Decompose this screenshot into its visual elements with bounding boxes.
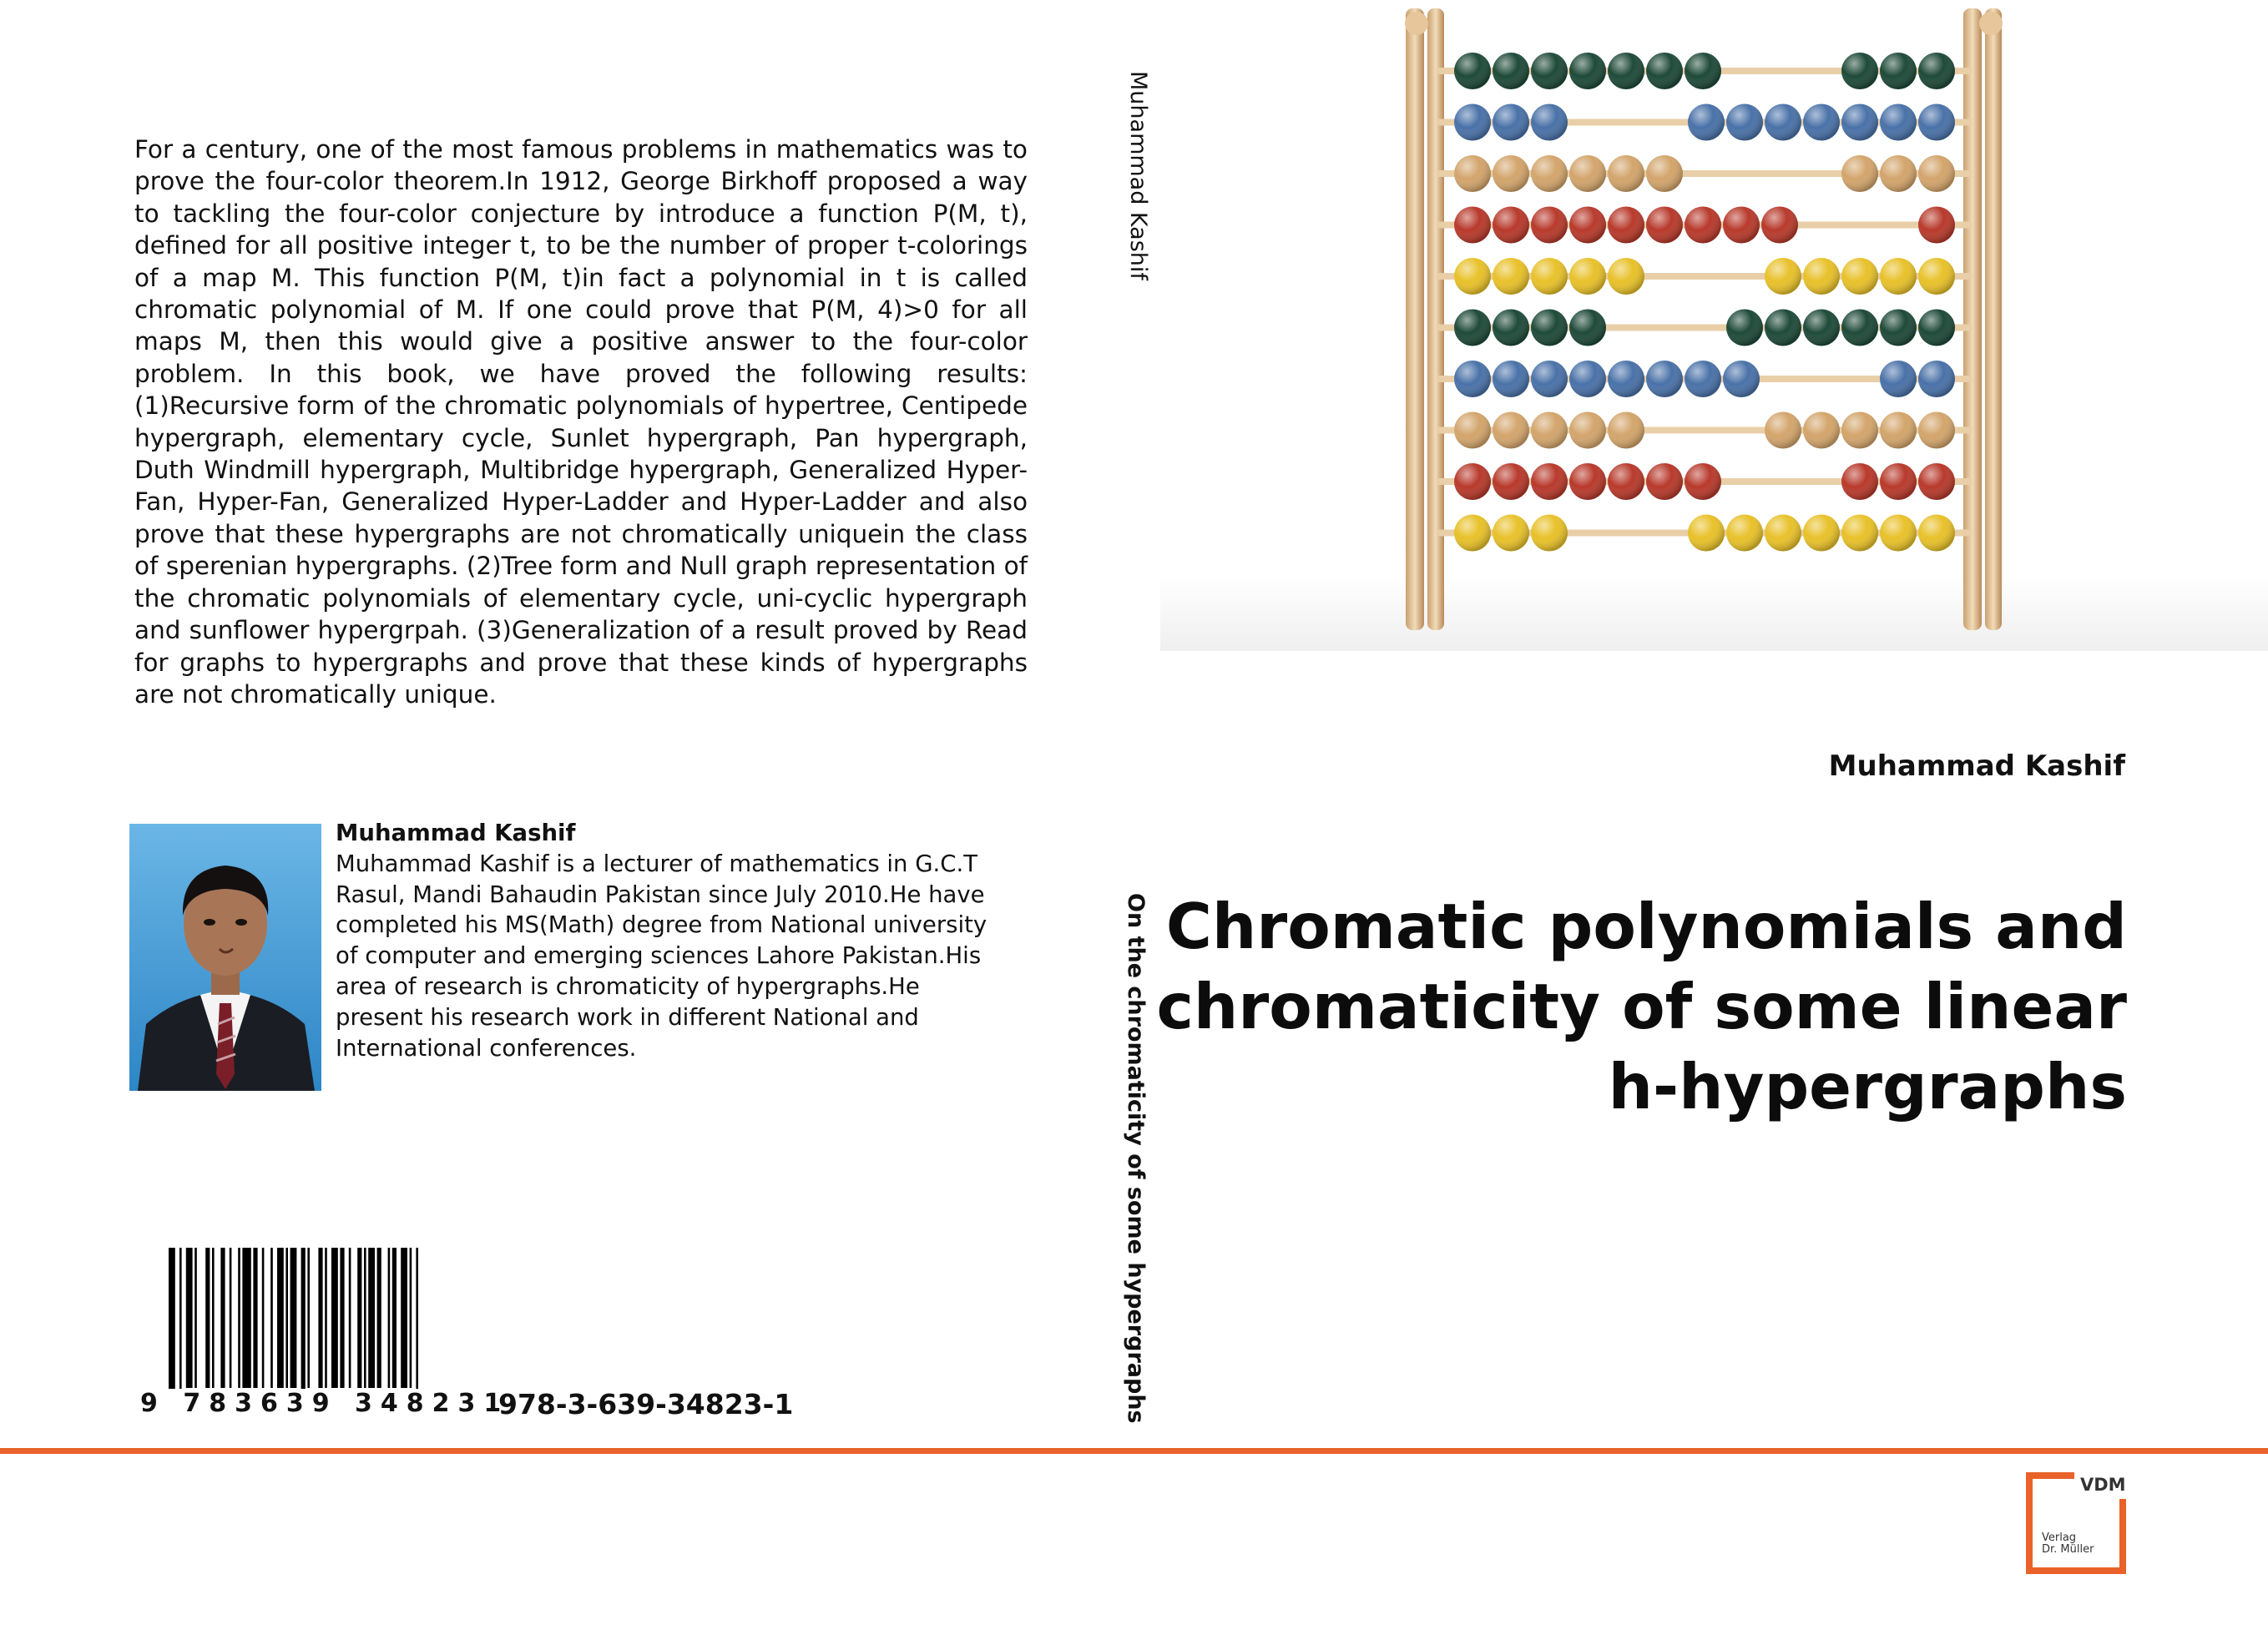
front-author: Muhammad Kashif	[1828, 749, 2125, 783]
abacus-bead-shine	[1569, 53, 1606, 89]
accent-rule	[0, 1448, 2268, 1454]
barcode-bar	[392, 1248, 397, 1388]
abacus-bead-shine	[1569, 207, 1606, 244]
barcode-bar	[194, 1248, 197, 1388]
abacus-bead-shine	[1803, 310, 1840, 346]
abacus-bead-shine	[1918, 515, 1955, 552]
abacus-bead-shine	[1880, 155, 1917, 192]
abacus-bead-shine	[1688, 104, 1725, 141]
abacus-bead-shine	[1569, 258, 1606, 295]
barcode-bar	[262, 1248, 265, 1388]
abacus-bead-shine	[1493, 207, 1529, 244]
author-bio-name: Muhammad Kashif	[336, 820, 576, 846]
barcode-bar	[242, 1248, 250, 1388]
abacus-bead-shine	[1841, 53, 1878, 89]
front-title-line-3: h-hypergraphs	[1608, 1050, 2127, 1123]
abacus-bead-shine	[1646, 53, 1683, 89]
abacus-bead-shine	[1765, 104, 1801, 141]
abacus-bead-shine	[1646, 207, 1683, 244]
barcode-bar	[212, 1248, 215, 1388]
abacus-bead-shine	[1918, 155, 1955, 192]
abacus-bead-shine	[1765, 310, 1801, 346]
abacus-bead-shine	[1493, 361, 1529, 397]
abacus-bead-shine	[1841, 412, 1878, 449]
barcode-bar	[253, 1248, 257, 1388]
abacus-bead-shine	[1685, 463, 1721, 500]
abacus-bead-shine	[1493, 104, 1529, 141]
abacus-bead-shine	[1569, 412, 1606, 449]
abacus-bead-shine	[1531, 53, 1568, 89]
abacus-bead-shine	[1569, 310, 1606, 346]
barcode-bar	[307, 1248, 310, 1388]
abacus-bead-shine	[1531, 310, 1568, 346]
author-bio	[336, 818, 1003, 1063]
publisher-logo-subtitle	[2042, 1532, 2094, 1556]
abacus-bead-shine	[1531, 104, 1568, 141]
abacus-bead-shine	[1454, 361, 1491, 397]
barcode-bar	[230, 1248, 232, 1388]
abacus-bead-shine	[1493, 412, 1529, 449]
abacus-bead-shine	[1531, 361, 1568, 397]
abacus-bead-shine	[1880, 361, 1917, 397]
abacus-bead-shine	[1803, 258, 1840, 295]
abacus-bead-shine	[1803, 515, 1840, 552]
barcode-bar	[364, 1248, 366, 1388]
barcode-bar	[290, 1248, 297, 1388]
abacus-bead-shine	[1454, 412, 1491, 449]
abacus-bead-shine	[1918, 104, 1955, 141]
abacus-bead-shine	[1646, 155, 1683, 192]
abacus-image	[1160, 0, 2268, 651]
abacus-bead-shine	[1608, 258, 1644, 295]
barcode-bar	[349, 1248, 351, 1388]
abacus-bead-shine	[1531, 258, 1568, 295]
abacus-bead-shine	[1454, 310, 1491, 346]
barcode-bar	[368, 1248, 375, 1388]
barcode-bar	[220, 1248, 225, 1388]
barcode-bar	[357, 1248, 361, 1388]
spine-author: Muhammad Kashif	[1125, 71, 1151, 280]
abacus-bead-shine	[1493, 53, 1529, 89]
abacus-bead-shine	[1454, 515, 1491, 552]
abacus-bead-shine	[1880, 515, 1917, 552]
author-photo	[129, 824, 321, 1091]
abacus-bead-shine	[1726, 104, 1763, 141]
barcode-bar	[270, 1248, 273, 1388]
barcode-bar	[410, 1248, 412, 1388]
abacus-bead-shine	[1454, 463, 1491, 500]
abacus-bead-shine	[1608, 412, 1644, 449]
abacus-bead-shine	[1569, 361, 1606, 397]
abacus-bead-shine	[1493, 463, 1529, 500]
abacus-bead-shine	[1765, 258, 1801, 295]
barcode-bar	[401, 1248, 407, 1388]
abacus-bead-shine	[1646, 361, 1683, 397]
abacus-bead-shine	[1454, 104, 1491, 141]
abacus-bead-shine	[1918, 207, 1955, 244]
abacus-bead-shine	[1493, 155, 1529, 192]
abacus-bead-shine	[1608, 207, 1644, 244]
abacus-bead-shine	[1569, 463, 1606, 500]
front-title	[1042, 886, 2127, 1127]
abacus-bead-shine	[1761, 207, 1798, 244]
back-cover-blurb: For a century, one of the most famous problems in mathematics was to prove the four-color theorem.In 1912, George Birkhoff proposed a way to tackling the four-color conjecture by introduce a function P(M, t), defined for all positive integer t, to be the number of proper t-colorings of a map M. This function P(M, t)in fact a polynomial in t is called chromatic polynomial of M. If one could prove that P(M, 4)>0 for all maps M, then this would give a positive answer to the four-color problem. In this book, we have proved the following results: (1)Recursive form of the chromatic polynomials of hypertree, Centipede hypergraph, elementary cycle, Sunlet hypergraph, Pan hypergraph, Duth Windmill hypergraph, Multibridge hypergraph, Generalized Hyper-Fan, Hyper-Fan, Generalized Hyper-Ladder and Hyper-Ladder and also prove that these hypergraphs are not chromatically uniquein the class of sperenian hypergraphs. (2)Tree form and Null graph representation of the chromatic polynomials of elementary cycle, uni-cyclic hypergraph and sunflower hypergrpah. (3)Generalization of a result proved by Read for graphs to hypergraphs and prove that these kinds of hypergraphs are not chromatically unique.	[134, 135, 1028, 709]
barcode-bar	[205, 1248, 210, 1388]
barcode-digits: 9 783639 348231	[140, 1389, 510, 1418]
abacus-bead-shine	[1493, 310, 1529, 346]
barcode-bar	[340, 1248, 344, 1388]
author-bio-text: Muhammad Kashif is a lecturer of mathematics in G.C.T Rasul, Mandi Bahaudin Pakistan since July 2010.He have completed his MS(Math) degree from National university of computer and emerging sciences Lahore Pakistan.His area of research is chromaticity of hypergraphs.He present his research work in different National and International conferences.	[336, 850, 988, 1062]
abacus-bead-shine	[1646, 463, 1683, 500]
spine-title: On the chromaticity of some hypergraphs	[1123, 893, 1149, 1424]
publisher-logo-subtitle-1: Verlag	[2042, 1531, 2077, 1544]
abacus-bead-shine	[1493, 515, 1529, 552]
barcode-bar	[325, 1248, 327, 1388]
abacus-bead-shine	[1723, 361, 1760, 397]
barcode-bar	[331, 1248, 338, 1388]
abacus-bead-shine	[1880, 53, 1917, 89]
abacus-bead-shine	[1726, 515, 1763, 552]
barcode-bar	[388, 1248, 391, 1388]
abacus-bead-shine	[1454, 155, 1491, 192]
abacus-bead-shine	[1841, 155, 1878, 192]
abacus-bead-shine	[1918, 412, 1955, 449]
abacus-bead-shine	[1880, 412, 1917, 449]
abacus-bead-shine	[1841, 258, 1878, 295]
abacus-bead-shine	[1531, 515, 1568, 552]
front-title-line-1: Chromatic polynomials and	[1165, 890, 2127, 963]
abacus-bead-shine	[1454, 258, 1491, 295]
abacus-bead-shine	[1454, 207, 1491, 244]
abacus-bead-shine	[1531, 155, 1568, 192]
abacus-bead-shine	[1803, 412, 1840, 449]
barcode-bar	[285, 1248, 288, 1388]
abacus-bead-shine	[1765, 412, 1801, 449]
abacus-bead-shine	[1685, 361, 1721, 397]
abacus-bead-shine	[1803, 104, 1840, 141]
abacus-bead-shine	[1918, 463, 1955, 500]
abacus-bead-shine	[1608, 155, 1644, 192]
isbn: 978-3-639-34823-1	[498, 1388, 794, 1420]
abacus-bead-shine	[1918, 258, 1955, 295]
abacus-bead-shine	[1726, 310, 1763, 346]
abacus-bead-shine	[1685, 53, 1721, 89]
abacus-bead-shine	[1841, 515, 1878, 552]
abacus-bead-shine	[1531, 207, 1568, 244]
barcode-bar	[238, 1248, 240, 1388]
abacus-bead-shine	[1841, 463, 1878, 500]
abacus-bead-shine	[1918, 53, 1955, 89]
abacus-bead-shine	[1569, 155, 1606, 192]
abacus-bead-shine	[1531, 463, 1568, 500]
barcode-bar	[277, 1248, 284, 1388]
abacus-bead-shine	[1841, 104, 1878, 141]
abacus-bead-shine	[1880, 104, 1917, 141]
barcode-bar	[318, 1248, 322, 1388]
abacus-bead-shine	[1880, 310, 1917, 346]
abacus-bead-shine	[1765, 515, 1801, 552]
abacus-bead-shine	[1918, 310, 1955, 346]
abacus-bead-shine	[1454, 53, 1491, 89]
abacus-bead-shine	[1723, 207, 1760, 244]
abacus-bead-shine	[1841, 310, 1878, 346]
front-title-line-2: chromaticity of some linear	[1156, 970, 2127, 1043]
abacus-bead-shine	[1688, 515, 1725, 552]
abacus-bead-shine	[1880, 258, 1917, 295]
abacus-bead-shine	[1685, 207, 1721, 244]
abacus-bead-shine	[1880, 463, 1917, 500]
abacus-bead-shine	[1608, 361, 1644, 397]
publisher-logo-name: VDM	[2080, 1475, 2126, 1495]
abacus-bead-shine	[1493, 258, 1529, 295]
publisher-logo-subtitle-2: Dr. Müller	[2042, 1543, 2094, 1556]
barcode-bar	[186, 1248, 193, 1388]
abacus-bead-shine	[1608, 53, 1644, 89]
abacus-bead-shine	[1531, 412, 1568, 449]
barcode-bar	[377, 1248, 381, 1388]
abacus-bead-shine	[1918, 361, 1955, 397]
abacus-bead-shine	[1608, 463, 1644, 500]
